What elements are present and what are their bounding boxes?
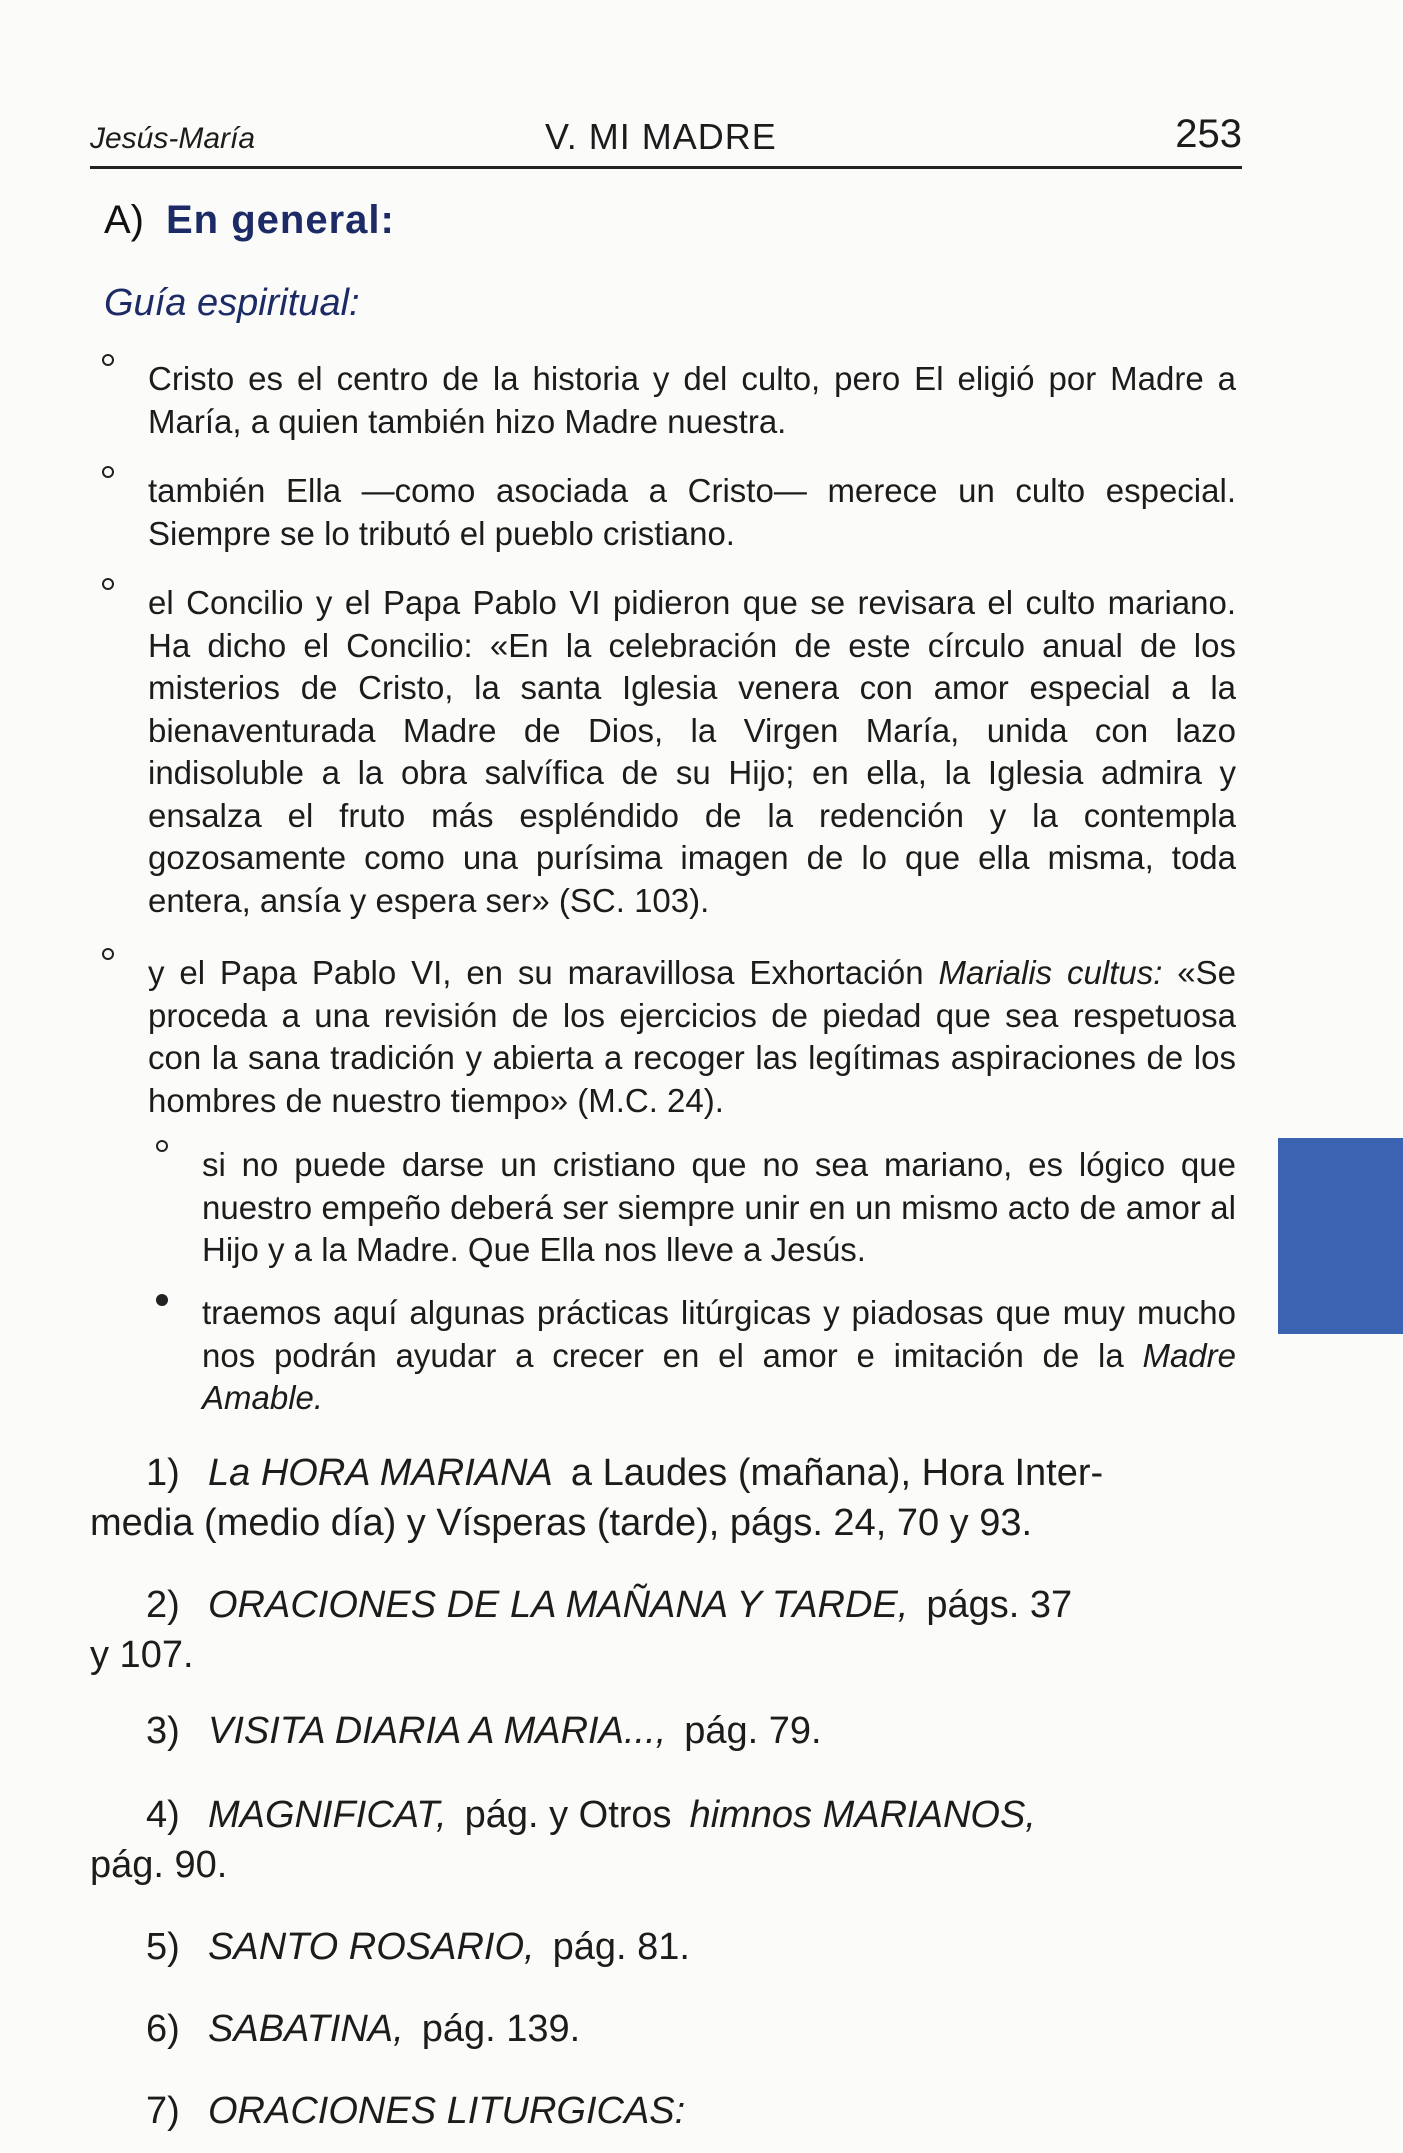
section-subtitle: Guía espiritual: bbox=[104, 282, 360, 324]
header-chapter-title: V. MI MADRE bbox=[545, 116, 777, 157]
bullet-paragraph bbox=[148, 952, 1236, 1122]
item-text: pág. 79. bbox=[684, 1710, 822, 1752]
running-header bbox=[90, 112, 1242, 164]
item-title: VISITA DIARIA A MARIA..., bbox=[208, 1710, 667, 1752]
circle-bullet-icon bbox=[102, 466, 114, 478]
bullet-italic-title: Marialis cultus: bbox=[938, 954, 1163, 991]
item-title: ORACIONES DE LA MAÑANA Y TARDE, bbox=[208, 1584, 909, 1626]
item-number: 5) bbox=[146, 1926, 180, 1968]
numbered-item bbox=[90, 1706, 1240, 1756]
item-number: 6) bbox=[146, 2008, 180, 2050]
circle-bullet-icon bbox=[156, 1140, 168, 1152]
item-number: 1) bbox=[146, 1452, 180, 1494]
bullet-paragraph bbox=[202, 1144, 1236, 1272]
item-text-continued: y 107. bbox=[90, 1634, 194, 1676]
page-number: 253 bbox=[1175, 112, 1242, 156]
chapter-index-tab bbox=[1278, 1138, 1403, 1334]
numbered-item bbox=[90, 1922, 1240, 1972]
item-title: ORACIONES LITURGICAS: bbox=[208, 2090, 686, 2132]
item-number: 2) bbox=[146, 1584, 180, 1626]
bullet-text: también Ella —como asociada a Cristo— merece un culto especial. Siempre se lo tributó el pueblo cristiano. bbox=[148, 472, 1236, 552]
item-title: La HORA MARIANA bbox=[208, 1452, 553, 1494]
item-title: MAGNIFICAT, bbox=[208, 1794, 447, 1836]
bullet-text: y el Papa Pablo VI, en su maravillosa Exhortación bbox=[148, 954, 939, 991]
numbered-item bbox=[90, 1790, 1240, 1890]
bullet-text: traemos aquí algunas prácticas litúrgicas y piadosas que muy mucho nos podrán ayudar a crecer en el amor e imitación de la bbox=[202, 1294, 1236, 1374]
numbered-item bbox=[90, 2004, 1240, 2054]
section-heading bbox=[104, 198, 395, 243]
bullet-paragraph bbox=[148, 582, 1236, 922]
item-number: 7) bbox=[146, 2090, 180, 2132]
item-text: pág. y Otros bbox=[464, 1794, 672, 1836]
item-title: SANTO ROSARIO, bbox=[208, 1926, 535, 1968]
bullet-paragraph bbox=[148, 358, 1236, 443]
numbered-item bbox=[90, 1580, 1240, 1680]
bullet-italic-title: Madre Amable. bbox=[202, 1336, 1236, 1416]
item-text: págs. 37 bbox=[926, 1584, 1073, 1626]
bullet-text: el Concilio y el Papa Pablo VI pidieron que se revisara el culto mariano. Ha dicho el Concilio: «En la celebración de este círculo anual de los misterios de Cristo, la santa Iglesia venera con amor especial a la bienaventurada Madre de Dios, la Virgen María, unida con lazo indisoluble a la obra salvífica de su Hijo; en ella, la Iglesia admira y ensalza el fruto más espléndido de la redención y la contempla gozosamente como una purísima imagen de lo que ella misma, toda entera, ansía y espera ser» (SC. 103). bbox=[148, 584, 1236, 919]
bullet-text: «Se proceda a una revisión de los ejercicios de piedad que sea respetuosa con la sana tradición y abierta a recoger las legítimas aspiraciones de los hombres de nuestro tiempo» (M.C. 24). bbox=[148, 954, 1236, 1119]
circle-bullet-icon bbox=[102, 948, 114, 960]
numbered-item bbox=[90, 2086, 1240, 2136]
item-number: 3) bbox=[146, 1710, 180, 1752]
item-text: pág. 81. bbox=[552, 1926, 690, 1968]
item-title: SABATINA, bbox=[208, 2008, 404, 2050]
header-rule bbox=[90, 166, 1242, 169]
item-text-continued: media (medio día) y Vísperas (tarde), págs. 24, 70 y 93. bbox=[90, 1502, 1033, 1544]
circle-bullet-icon bbox=[102, 578, 114, 590]
header-book-title: Jesús-María bbox=[90, 122, 256, 155]
filled-bullet-icon bbox=[156, 1294, 168, 1306]
item-number: 4) bbox=[146, 1794, 180, 1836]
section-title: En general: bbox=[166, 198, 395, 242]
bullet-text: Cristo es el centro de la historia y del culto, pero El eligió por Madre a María, a quien también hizo Madre nuestra. bbox=[148, 360, 1236, 440]
item-text-continued: pág. 90. bbox=[90, 1844, 228, 1886]
bullet-paragraph bbox=[202, 1292, 1236, 1420]
section-letter: A) bbox=[104, 198, 144, 242]
bullet-text: si no puede darse un cristiano que no sea mariano, es lógico que nuestro empeño deberá ser siempre unir en un mismo acto de amor al Hijo y a la Madre. Que Ella nos lleve a Jesús. bbox=[202, 1146, 1236, 1268]
item-text: a Laudes (mañana), Hora Inter- bbox=[570, 1452, 1104, 1494]
circle-bullet-icon bbox=[102, 354, 114, 366]
item-title: himnos MARIANOS, bbox=[689, 1794, 1036, 1836]
numbered-item bbox=[90, 1448, 1240, 1548]
bullet-paragraph bbox=[148, 470, 1236, 555]
item-text: pág. 139. bbox=[421, 2008, 581, 2050]
